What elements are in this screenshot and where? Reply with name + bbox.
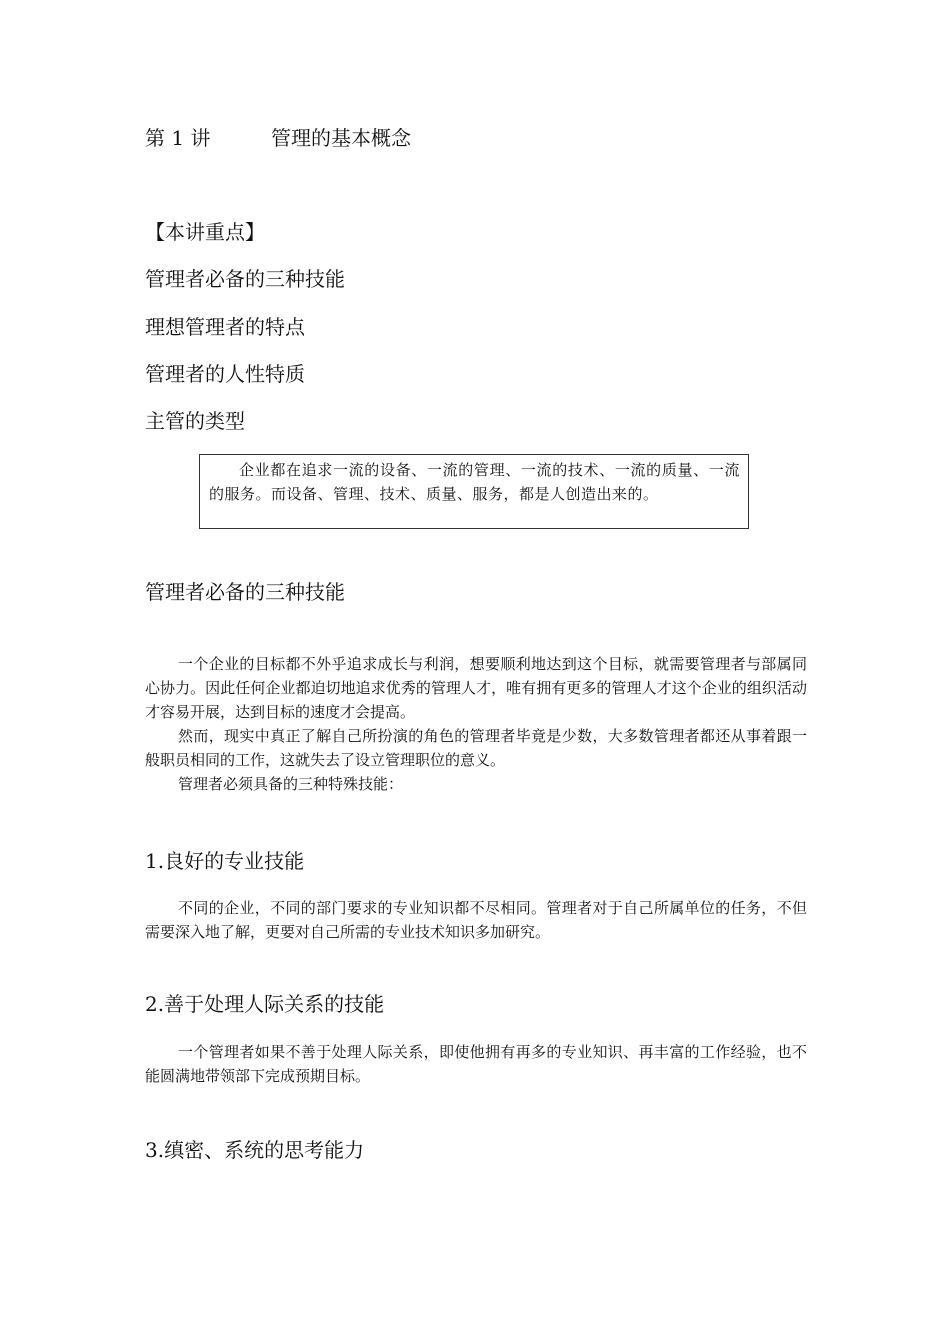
- focus-item: 管理者必备的三种技能: [145, 267, 345, 291]
- skill-heading: 3.缜密、系统的思考能力: [145, 1138, 365, 1162]
- focus-heading: 【本讲重点】: [145, 220, 265, 244]
- paragraph: 一个管理者如果不善于处理人际关系，即使他拥有再多的专业知识、再丰富的工作经验，也不能圆满地带领部下完成预期目标。: [145, 1043, 807, 1085]
- paragraph: 管理者必须具备的三种特殊技能：: [178, 775, 404, 793]
- section-body: [145, 652, 807, 796]
- skill-heading: 2.善于处理人际关系的技能: [145, 992, 385, 1016]
- skill-body: [145, 896, 807, 944]
- focus-item: 主管的类型: [145, 409, 245, 433]
- quote-box: [199, 454, 749, 529]
- lecture-title-text: 管理的基本概念: [271, 126, 411, 150]
- paragraph: 然而，现实中真正了解自己所扮演的角色的管理者毕竟是少数，大多数管理者都还从事着跟一般职员相同的工作，这就失去了设立管理职位的意义。: [145, 727, 807, 769]
- lecture-number: 第 1 讲: [145, 126, 211, 150]
- quote-text: 企业都在追求一流的设备、一流的管理、一流的技术、一流的质量、一流的服务。而设备、管理、技术、质量、服务，都是人创造出来的。: [209, 461, 740, 503]
- skill-body: [145, 1040, 807, 1088]
- paragraph: 一个企业的目标都不外乎追求成长与利润，想要顺利地达到这个目标，就需要管理者与部属同心协力。因此任何企业都迫切地追求优秀的管理人才，唯有拥有更多的管理人才这个企业的组织活动才容易开展，达到目标的速度才会提高。: [145, 655, 807, 721]
- paragraph: 不同的企业，不同的部门要求的专业知识都不尽相同。管理者对于自己所属单位的任务，不但需要深入地了解，更要对自己所需的专业技术知识多加研究。: [145, 899, 807, 941]
- focus-item: 理想管理者的特点: [145, 315, 305, 339]
- focus-item: 管理者的人性特质: [145, 362, 305, 386]
- lecture-title: [145, 124, 411, 152]
- section-heading: 管理者必备的三种技能: [145, 580, 345, 604]
- skill-heading: 1.良好的专业技能: [145, 849, 305, 873]
